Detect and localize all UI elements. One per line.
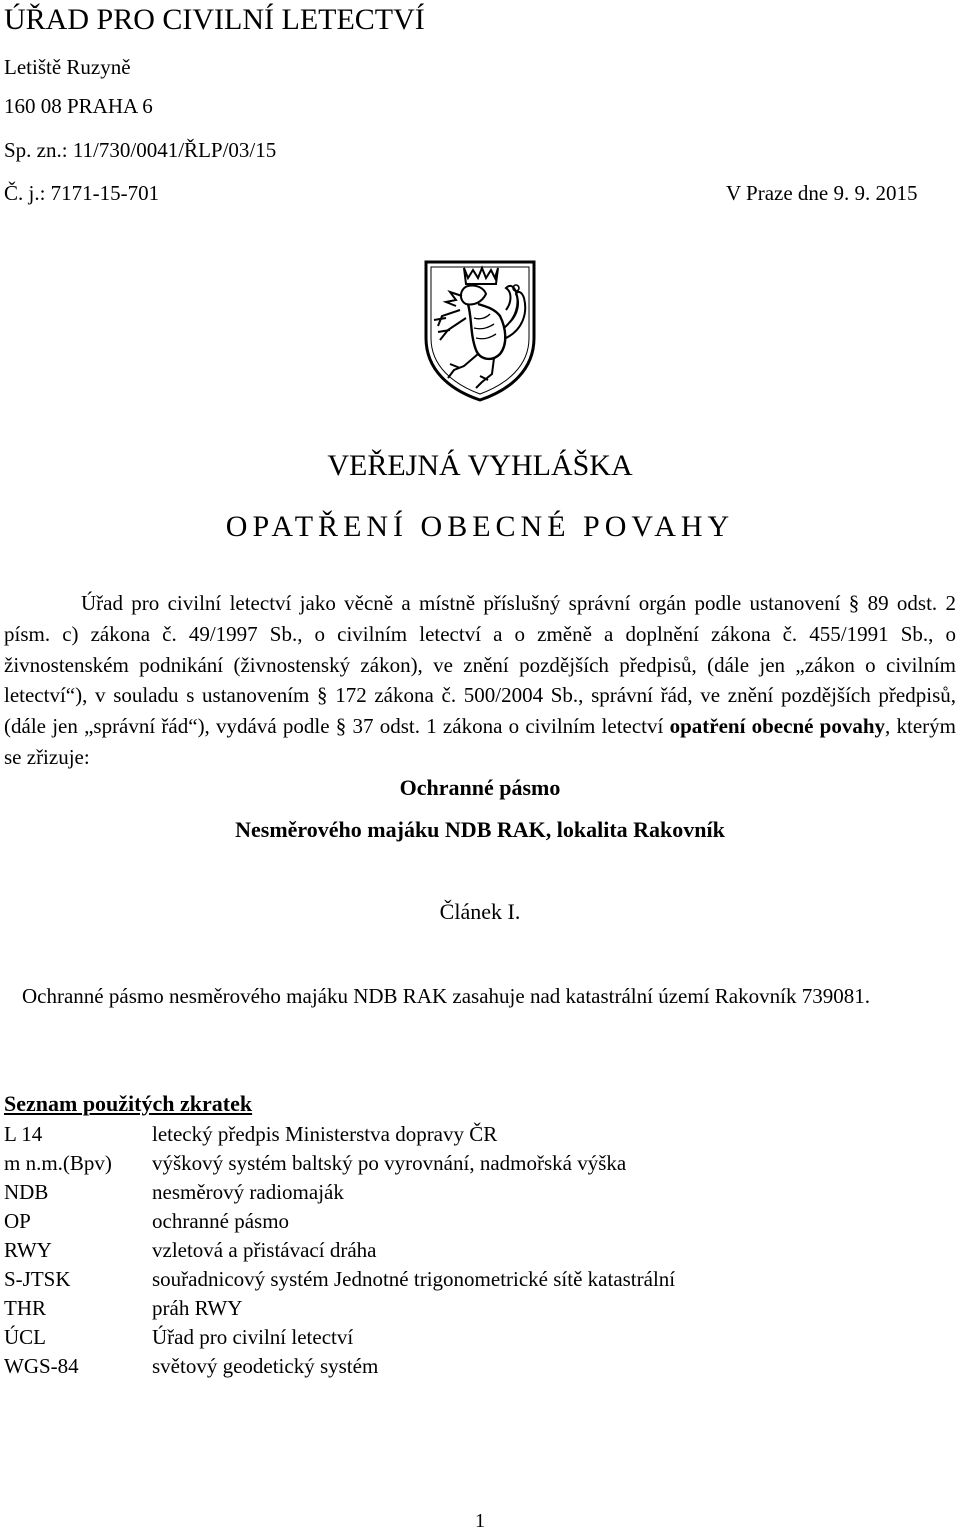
- abbreviation-row: [4, 1352, 944, 1381]
- subject-beacon: Nesměrového majáku NDB RAK, lokalita Rakovník: [235, 817, 725, 842]
- abbreviation-row: [4, 1178, 944, 1207]
- file-reference: Sp. zn.: 11/730/0041/ŘLP/03/15: [4, 138, 277, 162]
- abbreviation-term: NDB: [4, 1180, 49, 1204]
- abbreviation-row: [4, 1323, 944, 1352]
- abbreviations-title: Seznam použitých zkratek: [4, 1091, 253, 1116]
- abbreviation-row: [4, 1236, 944, 1265]
- abbreviation-term: RWY: [4, 1238, 52, 1262]
- abbreviation-row: [4, 1149, 944, 1178]
- intro-paragraph: [4, 588, 956, 773]
- abbreviation-row: [4, 1207, 944, 1236]
- public-notice-heading: VEŘEJNÁ VYHLÁŠKA: [327, 449, 633, 482]
- abbreviation-meaning: vzletová a přistávací dráha: [152, 1238, 377, 1262]
- abbreviation-meaning: světový geodetický systém: [152, 1354, 379, 1378]
- page-number: 1: [475, 1510, 485, 1532]
- abbreviation-meaning: ochranné pásmo: [152, 1209, 290, 1233]
- abbreviation-row: [4, 1294, 944, 1323]
- abbreviation-term: L 14: [4, 1122, 43, 1146]
- document-reference: Č. j.: 7171-15-701: [4, 181, 160, 205]
- general-measure-heading: OPATŘENÍ OBECNÉ POVAHY: [225, 510, 735, 543]
- document-date: V Praze dne 9. 9. 2015: [726, 181, 918, 205]
- address-line-1: Letiště Ruzyně: [4, 55, 131, 79]
- abbreviation-meaning: nesměrový radiomaják: [152, 1180, 344, 1204]
- address-line-2: 160 08 PRAHA 6: [4, 94, 153, 118]
- article-text: Ochranné pásmo nesměrového majáku NDB RAK zasahuje nad katastrální území Rakovník 739081.: [22, 984, 870, 1008]
- intro-text: Úřad pro civilní letectví jako věcně a místně příslušný správní orgán podle ustanovení § 89 odst. 2 písm. c) zákona č. 49/1997 Sb., o civilním letectví a o změně a doplnění zákona č. 455/1991 Sb., o živnostenském podnikání (živnostenský zákon), ve znění pozdějších předpisů, (dále jen „zákon o civilním letectví“), v souladu s ustanovením § 172 zákona č. 500/2004 Sb., správní řád, ve znění pozdějších předpisů, (dále jen „správní řád“), vydává podle § 37 odst. 1 zákona o civilním letectví: [4, 591, 956, 739]
- abbreviation-row: [4, 1265, 944, 1294]
- abbreviation-term: THR: [4, 1296, 46, 1320]
- abbreviation-meaning: Úřad pro civilní letectví: [152, 1325, 354, 1349]
- abbreviation-meaning: souřadnicový systém Jednotné trigonometrické sítě katastrální: [152, 1267, 676, 1291]
- authority-name: ÚŘAD PRO CIVILNÍ LETECTVÍ: [4, 3, 425, 36]
- subject-heading: Ochranné pásmo: [399, 775, 561, 800]
- intro-bold-text: opatření obecné povahy: [669, 714, 886, 739]
- abbreviation-term: m n.m.(Bpv): [4, 1151, 112, 1175]
- abbreviation-term: ÚCL: [4, 1325, 46, 1349]
- abbreviation-row: [4, 1120, 944, 1149]
- abbreviation-meaning: letecký předpis Ministerstva dopravy ČR: [152, 1122, 498, 1146]
- czech-coat-of-arms-icon: [420, 258, 540, 404]
- abbreviation-meaning: práh RWY: [152, 1296, 243, 1320]
- abbreviation-term: S-JTSK: [4, 1267, 71, 1291]
- article-heading: Článek I.: [439, 899, 521, 924]
- abbreviation-meaning: výškový systém baltský po vyrovnání, nadmořská výška: [152, 1151, 627, 1175]
- abbreviation-term: WGS-84: [4, 1354, 79, 1378]
- abbreviation-term: OP: [4, 1209, 31, 1233]
- intro-text-end: , kterým se zřizuje:: [4, 714, 956, 769]
